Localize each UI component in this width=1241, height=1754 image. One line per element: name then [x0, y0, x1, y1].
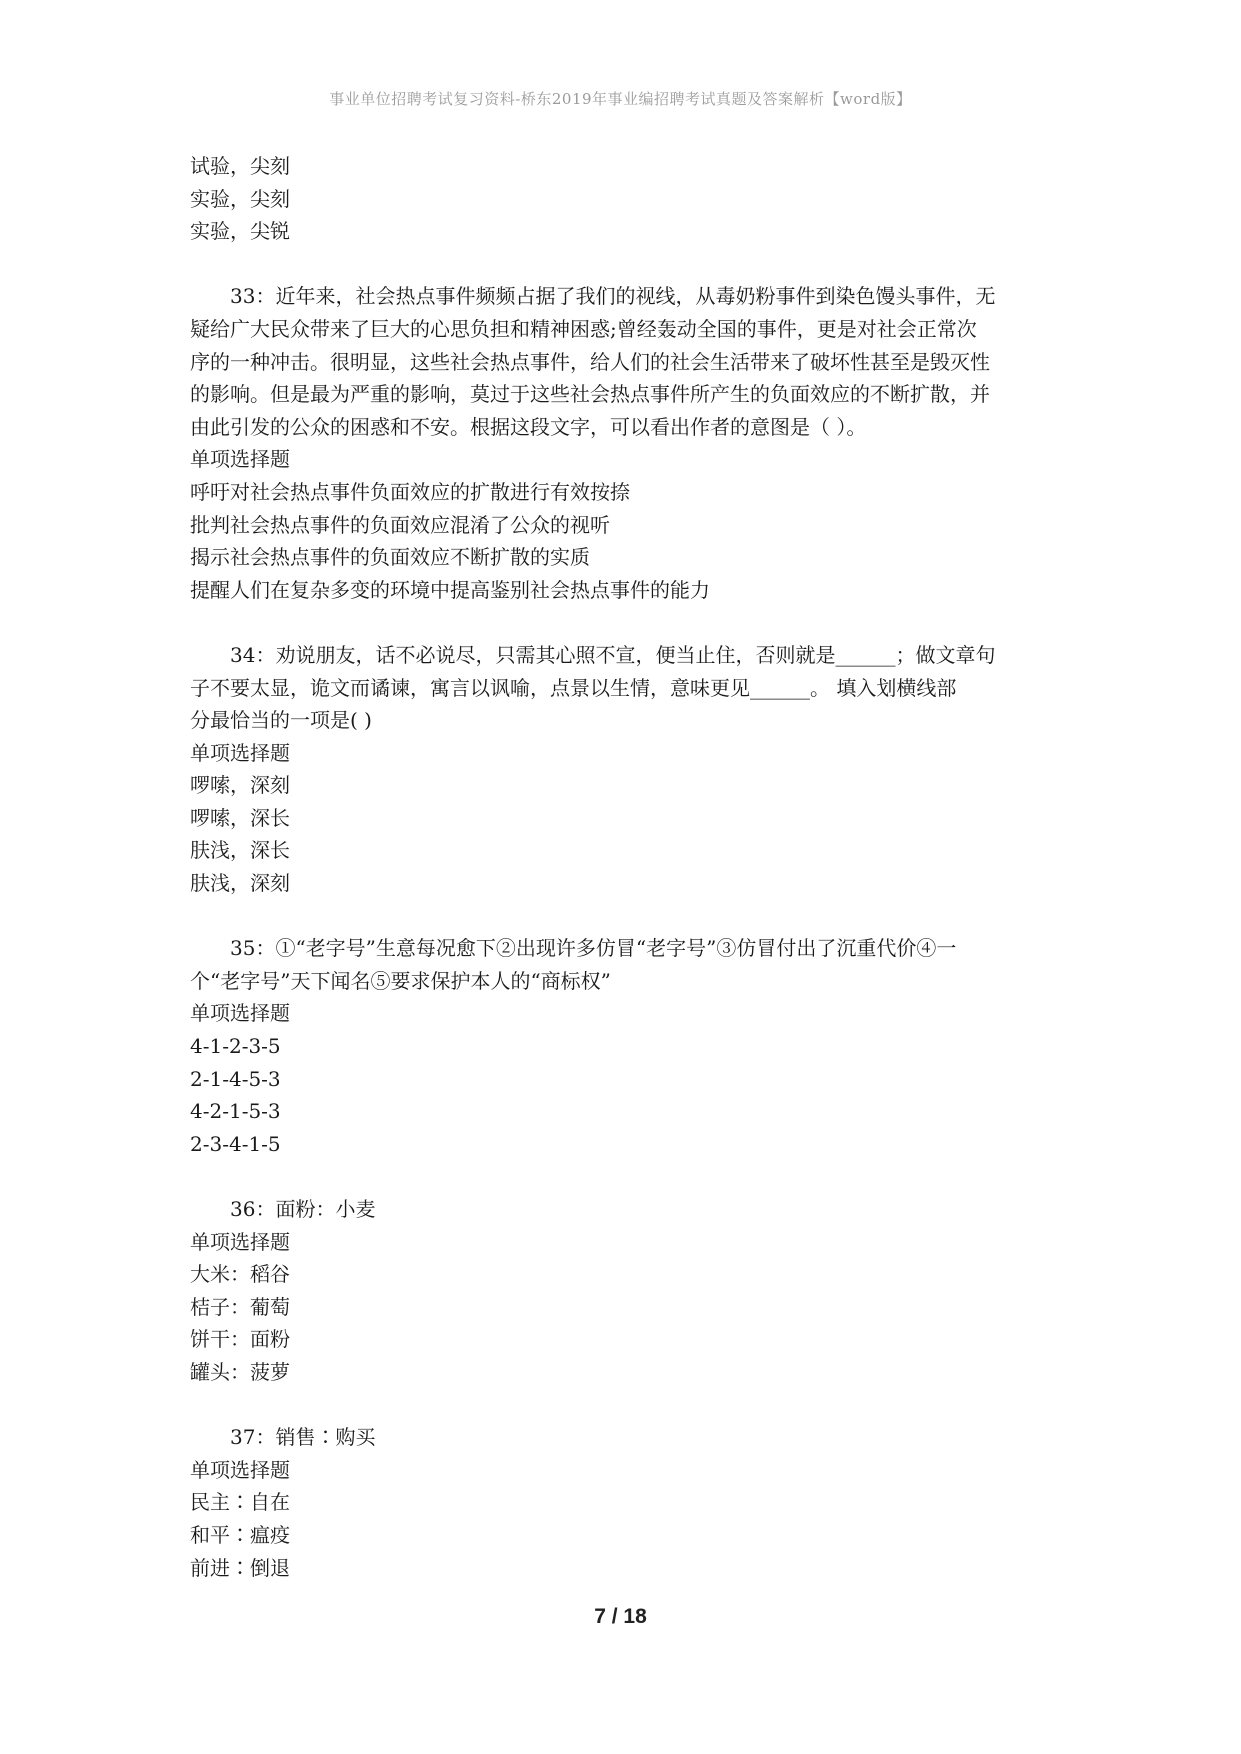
question-text-line: 35：①“老字号”生意每况愈下②出现许多仿冒“老字号”③仿冒付出了沉重代价④一: [230, 936, 957, 961]
option-line: 和平∶瘟疫: [190, 1522, 290, 1547]
option-line: 揭示社会热点事件的负面效应不断扩散的实质: [190, 545, 590, 570]
option-line: 肤浅，深刻: [190, 871, 290, 896]
question-34: [190, 639, 1055, 900]
option-line: 啰嗦，深刻: [190, 773, 290, 798]
question-35: [190, 932, 1055, 1160]
page-number: 7 / 18: [594, 1605, 647, 1628]
option-line: 罐头：菠萝: [190, 1359, 290, 1384]
question-text-line: 疑给广大民众带来了巨大的心思负担和精神困惑;曾经轰动全国的事件，更是对社会正常次: [190, 316, 977, 341]
option-line: 桔子：葡萄: [190, 1294, 290, 1319]
question-37: [190, 1421, 1055, 1584]
question-text-line: 由此引发的公众的困惑和不安。根据这段文字，可以看出作者的意图是（ ）。: [190, 414, 867, 439]
option-line: 肤浅，深长: [190, 838, 290, 863]
spacer: [190, 1160, 1055, 1193]
option-line: 啰嗦，深长: [190, 805, 290, 830]
question-text-line: 34：劝说朋友，话不必说尽，只需其心照不宣，便当止住，否则就是______；做文章句: [230, 642, 996, 667]
question-text-line: 分最恰当的一项是( ): [190, 708, 372, 733]
option-line: 实验，尖锐: [190, 219, 290, 244]
option-line: 4-1-2-3-5: [190, 1034, 281, 1059]
spacer: [190, 606, 1055, 639]
option-line: 试验，尖刻: [190, 154, 290, 178]
option-line: 2-1-4-5-3: [190, 1066, 281, 1091]
spacer: [190, 900, 1055, 933]
question-type: 单项选择题: [190, 740, 290, 765]
question-36: [190, 1193, 1055, 1389]
option-line: 2-3-4-1-5: [190, 1131, 281, 1156]
question-text-line: 个“老字号”天下闻名⑤要求保护本人的“商标权”: [190, 968, 611, 993]
page-content: [190, 150, 1055, 1584]
question-type: 单项选择题: [190, 1229, 290, 1254]
question-type: 单项选择题: [190, 1001, 290, 1026]
spacer: [190, 1389, 1055, 1422]
question-text-line: 37：销售∶购买: [230, 1425, 376, 1450]
option-line: 实验，尖刻: [190, 186, 290, 211]
question-type: 单项选择题: [190, 1457, 290, 1482]
previous-question-options: [190, 150, 1055, 248]
option-line: 批判社会热点事件的负面效应混淆了公众的视听: [190, 512, 610, 537]
question-text-line: 子不要太显，诡文而谲谏，寓言以讽喻，点景以生情，意味更见______。 填入划横线部: [190, 675, 957, 700]
spacer: [190, 248, 1055, 281]
option-line: 前进∶倒退: [190, 1555, 290, 1580]
option-line: 大米：稻谷: [190, 1262, 290, 1287]
question-text-line: 36：面粉：小麦: [230, 1197, 376, 1221]
page-header: 事业单位招聘考试复习资料-桥东2019年事业编招聘考试真题及答案解析【word版】: [329, 90, 912, 108]
option-line: 4-2-1-5-3: [190, 1099, 281, 1124]
question-33: [190, 280, 1055, 606]
question-text-line: 33：近年来，社会热点事件频频占据了我们的视线，从毒奶粉事件到染色馒头事件，无: [230, 284, 996, 309]
option-line: 民主∶自在: [190, 1490, 290, 1515]
option-line: 饼干：面粉: [190, 1327, 290, 1352]
option-line: 呼吁对社会热点事件负面效应的扩散进行有效按捺: [190, 479, 630, 504]
question-type: 单项选择题: [190, 447, 290, 472]
question-text-line: 序的一种冲击。很明显，这些社会热点事件，给人们的社会生活带来了破坏性甚至是毁灭性: [190, 349, 990, 374]
question-text-line: 的影响。但是最为严重的影响，莫过于这些社会热点事件所产生的负面效应的不断扩散，并: [190, 382, 990, 407]
option-line: 提醒人们在复杂多变的环境中提高鉴别社会热点事件的能力: [190, 577, 710, 602]
